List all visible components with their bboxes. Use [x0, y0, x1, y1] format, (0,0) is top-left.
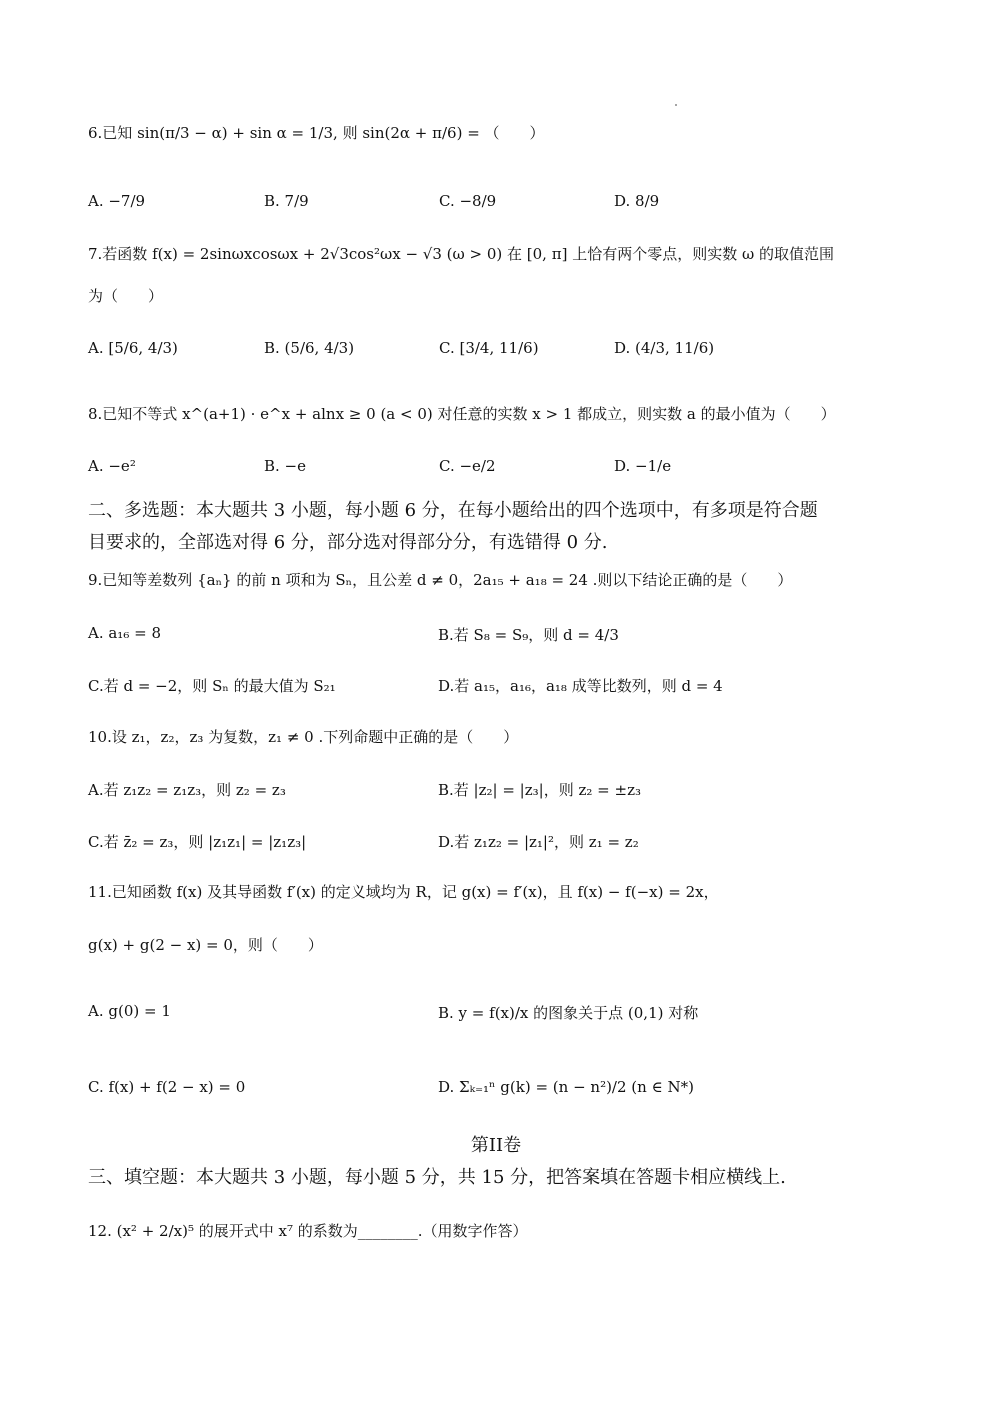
- q11-stem-line1: 11.已知函数 f(x) 及其导函数 f′(x) 的定义域均为 R，记 g(x) = f′(x)，且 f(x) − f(−x) = 2x，: [88, 883, 719, 901]
- q7-stem-line2: 为（ ）: [88, 287, 164, 305]
- q10-option-a: A.若 z₁z₂ = z₁z₃，则 z₂ = z₃: [88, 781, 286, 799]
- q8-option-a: A. −e²: [88, 457, 136, 475]
- q11-option-d: D. Σₖ₌₁ⁿ g(k) = (n − n²)/2 (n ∈ N*): [438, 1078, 694, 1096]
- q11-option-c: C. f(x) + f(2 − x) = 0: [88, 1078, 246, 1096]
- q8-option-c: C. −e/2: [439, 457, 496, 475]
- q11-stem-line2: g(x) + g(2 − x) = 0，则（ ）: [88, 936, 323, 954]
- q7-option-b: B. (5/6, 4/3): [264, 339, 355, 357]
- q7-option-a: A. [5/6, 4/3): [88, 339, 178, 357]
- section2-heading-line1: 二、多选题：本大题共 3 小题，每小题 6 分，在每小题给出的四个选项中，有多项是符合题: [88, 500, 818, 521]
- q6-option-b: B. 7/9: [264, 192, 309, 210]
- stray-dot: [675, 104, 677, 106]
- q6-stem: 6.已知 sin(π/3 − α) + sin α = 1/3, 则 sin(2α + π/6) = （ ）: [88, 124, 545, 142]
- q8-option-d: D. −1/e: [614, 457, 672, 475]
- q9-option-d: D.若 a₁₅，a₁₆，a₁₈ 成等比数列，则 d = 4: [438, 677, 723, 695]
- q8-stem: 8.已知不等式 x^(a+1) · e^x + alnx ≥ 0 (a < 0) 对任意的实数 x > 1 都成立，则实数 a 的最小值为（ ）: [88, 405, 836, 423]
- q9-option-a: A. a₁₆ = 8: [88, 624, 161, 642]
- q10-option-b: B.若 |z₂| = |z₃|，则 z₂ = ±z₃: [438, 781, 641, 799]
- q6-option-a: A. −7/9: [88, 192, 146, 210]
- q9-option-c: C.若 d = −2，则 Sₙ 的最大值为 S₂₁: [88, 677, 336, 695]
- q6-option-d: D. 8/9: [614, 192, 660, 210]
- q7-option-c: C. [3/4, 11/6): [439, 339, 539, 357]
- q7-stem-line1: 7.若函数 f(x) = 2sinωxcosωx + 2√3cos²ωx − √3 (ω > 0) 在 [0, π] 上恰有两个零点，则实数 ω 的取值范围: [88, 245, 834, 263]
- q9-stem: 9.已知等差数列 {aₙ} 的前 n 项和为 Sₙ，且公差 d ≠ 0，2a₁₅ + a₁₈ = 24 .则以下结论正确的是（ ）: [88, 571, 793, 589]
- q8-option-b: B. −e: [264, 457, 307, 475]
- q11-option-a: A. g(0) = 1: [88, 1002, 171, 1020]
- q7-option-d: D. (4/3, 11/6): [614, 339, 715, 357]
- q10-option-d: D.若 z₁z₂ = |z₁|²，则 z₁ = z₂: [438, 833, 639, 851]
- q6-option-c: C. −8/9: [439, 192, 497, 210]
- q10-option-c: C.若 z̄₂ = z₃，则 |z₁z₁| = |z₁z₃|: [88, 833, 307, 851]
- section2-heading-line2: 目要求的，全部选对得 6 分，部分选对得部分分，有选错得 0 分.: [88, 532, 608, 553]
- q11-option-b: B. y = f(x)/x 的图象关于点 (0,1) 对称: [438, 1004, 699, 1022]
- q9-option-b: B.若 S₈ = S₉，则 d = 4/3: [438, 626, 619, 644]
- part2-title: 第II卷: [470, 1135, 522, 1156]
- q12-stem: 12. (x² + 2/x)⁵ 的展开式中 x⁷ 的系数为________.（用数字作答）: [88, 1222, 528, 1240]
- section3-heading: 三、填空题：本大题共 3 小题，每小题 5 分，共 15 分，把答案填在答题卡相应横线上.: [88, 1167, 786, 1188]
- q10-stem: 10.设 z₁，z₂，z₃ 为复数，z₁ ≠ 0 .下列命题中正确的是（ ）: [88, 728, 519, 746]
